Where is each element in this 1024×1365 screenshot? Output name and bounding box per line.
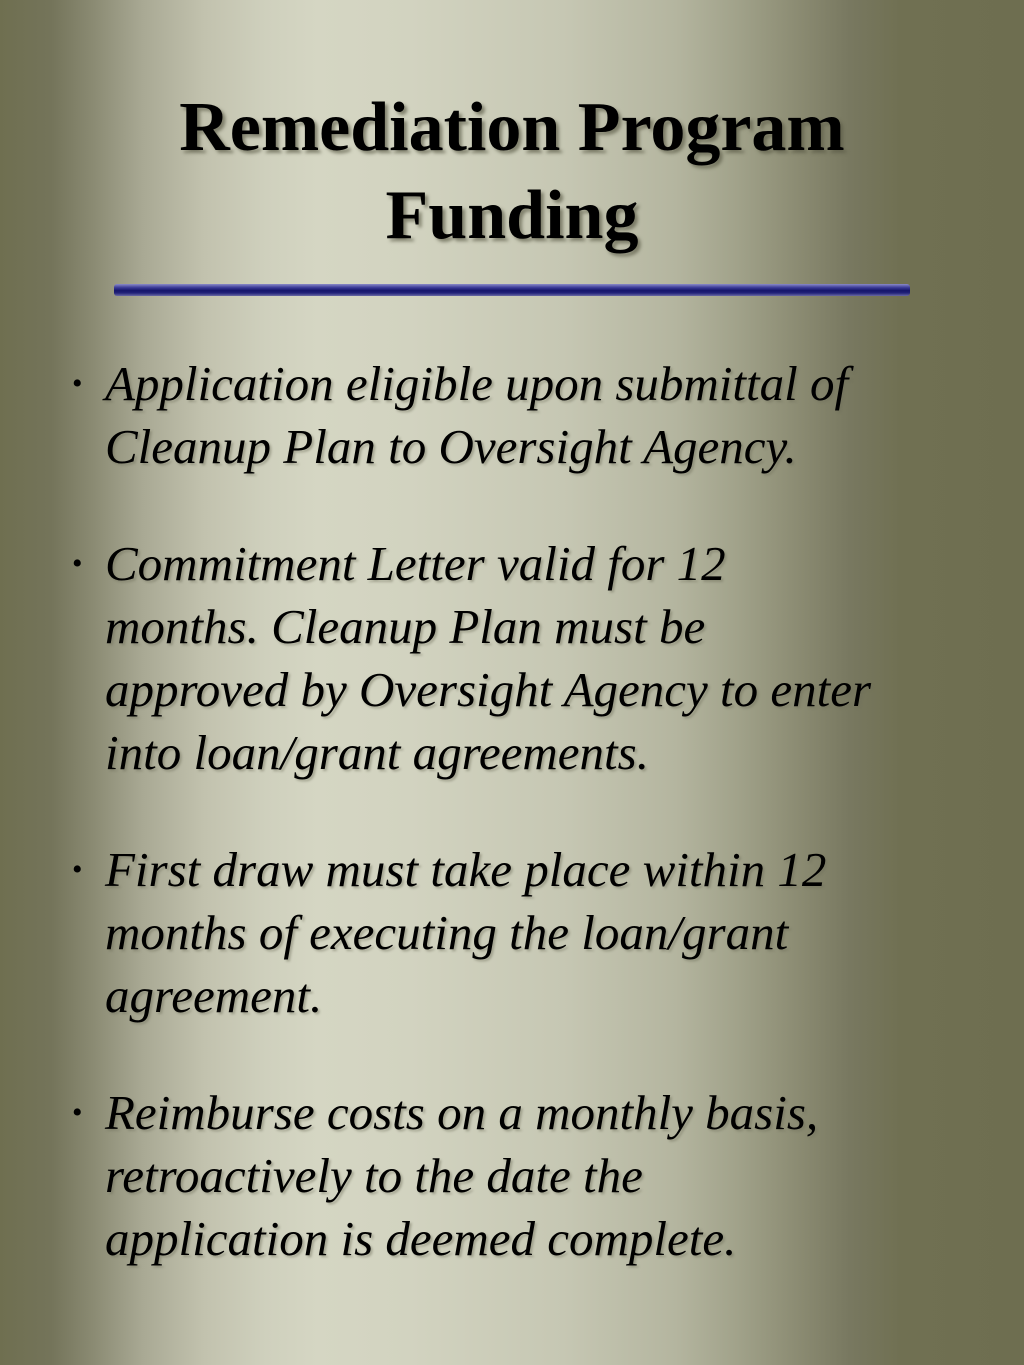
bullet-text: First draw must take place within 12 months of executing the loan/grant agreement. — [105, 842, 827, 1023]
bullet-item — [72, 352, 952, 478]
bullet-icon: • — [72, 367, 83, 400]
bullet-list — [72, 352, 952, 1270]
bullet-text: Reimburse costs on a monthly basis, retroactively to the date the application is deemed complete. — [105, 1085, 819, 1266]
bullet-item — [72, 838, 952, 1027]
title-divider — [114, 284, 910, 296]
bullet-icon: • — [72, 547, 83, 580]
bullet-item — [72, 532, 952, 784]
bullet-item — [72, 1081, 952, 1270]
bullet-icon: • — [72, 853, 83, 886]
bullet-text: Commitment Letter valid for 12 months. Cleanup Plan must be approved by Oversight Agency to enter into loan/grant agreements. — [105, 536, 872, 780]
bullet-text: Application eligible upon submittal of Cleanup Plan to Oversight Agency. — [105, 356, 849, 474]
bullet-icon: • — [72, 1096, 83, 1129]
slide-title: Remediation Program Funding — [179, 89, 845, 254]
